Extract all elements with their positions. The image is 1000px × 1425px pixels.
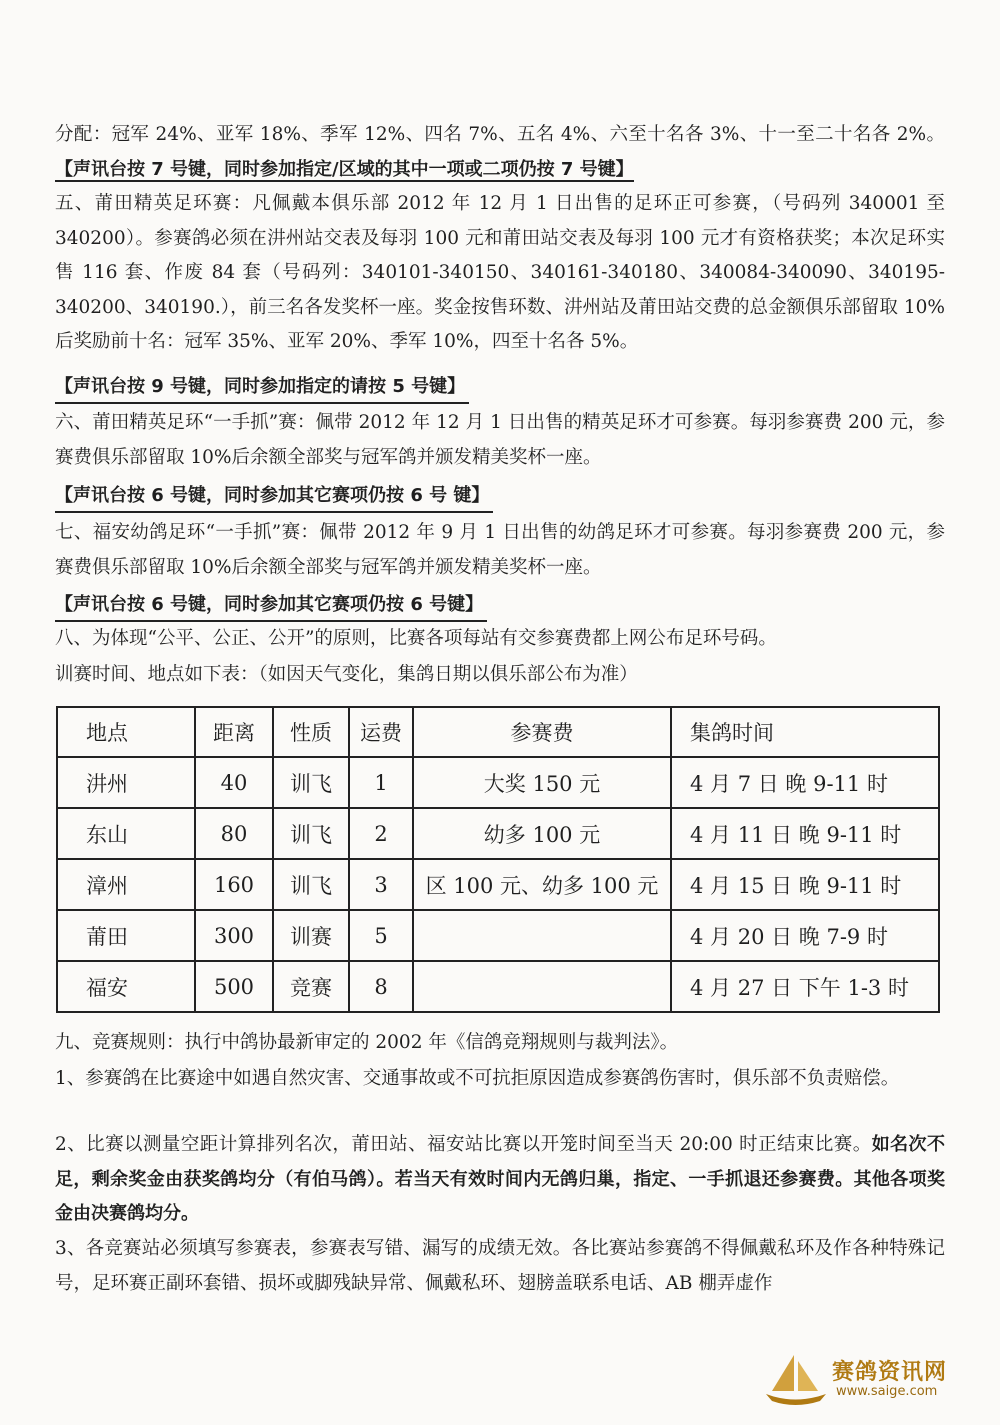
cell-place: 漳州 <box>57 859 195 910</box>
rule-2-bold-text: 如名次不足，剩余奖金由获奖鸽均分（有伯马鸽）。若当天有效时间内无鸽归巢，指定、一手抓退还参赛费。其他各项奖金由决赛鸽均分。 <box>55 1134 945 1224</box>
cell-collection-time: 4 月 27 日 下午 1-3 时 <box>671 961 939 1012</box>
cell-freight: 5 <box>349 910 413 961</box>
paragraph-rule-2 <box>55 1128 945 1232</box>
rule-2-text: 2、比赛以测量空距计算排列名次，莆田站、福安站比赛以开笼时间至当天 20:00 时正结束比赛。 <box>55 1134 872 1155</box>
distribution-text: 分配：冠军 24%、亚军 18%、季军 12%、四名 7%、五名 4%、六至十名各 3%、十一至二十名各 2%。 <box>55 124 945 145</box>
header-collection-time: 集鸽时间 <box>671 707 939 757</box>
cell-place: 东山 <box>57 808 195 859</box>
table-header-row <box>57 707 939 757</box>
schedule-table <box>56 706 940 1013</box>
paragraph-rule-3: 3、各竞赛站必须填写参赛表，参赛表写错、漏写的成绩无效。各比赛站参赛鸽不得佩戴私环及作各种特殊记号，足环赛正副环套错、损坏或脚残缺异常、佩戴私环、翅膀盖联系电话、AB 棚弄虚作 <box>55 1238 945 1294</box>
table-row <box>57 859 939 910</box>
ship-sail-icon <box>760 1351 830 1407</box>
cell-kind: 训飞 <box>273 757 349 808</box>
paragraph-section-9: 九、竞赛规则：执行中鸽协最新审定的 2002 年《信鸽竞翔规则与裁判法》。 <box>55 1032 679 1053</box>
table-row <box>57 961 939 1012</box>
paragraph-rule-1: 1、参赛鸽在比赛途中如遇自然灾害、交通事故或不可抗拒原因造成参赛鸽伤害时，俱乐部不负责赔偿。 <box>55 1068 900 1089</box>
cell-entry-fee <box>413 910 671 961</box>
notice-key-9: 【声讯台按 9 号键，同时参加指定的请按 5 号键】 <box>55 372 469 404</box>
cell-distance: 40 <box>195 757 273 808</box>
cell-freight: 3 <box>349 859 413 910</box>
cell-kind: 训赛 <box>273 910 349 961</box>
cell-entry-fee <box>413 961 671 1012</box>
paragraph-section-6: 六、莆田精英足环“一手抓”赛：佩带 2012 年 12 月 1 日出售的精英足环才可参赛。每羽参赛费 200 元，参赛费俱乐部留取 10%后余额全部奖与冠军鸽并颁发精美奖杯一座。 <box>55 412 945 468</box>
notice-key-6-b: 【声讯台按 6 号键，同时参加其它赛项仍按 6 号键】 <box>55 590 487 622</box>
cell-collection-time: 4 月 15 日 晚 9-11 时 <box>671 859 939 910</box>
paragraph-section-7: 七、福安幼鸽足环“一手抓”赛：佩带 2012 年 9 月 1 日出售的幼鸽足环才可参赛。每羽参赛费 200 元，参赛费俱乐部留取 10%后余额全部奖与冠军鸽并颁发精美奖杯一座。 <box>55 522 945 578</box>
header-distance: 距离 <box>195 707 273 757</box>
table-row <box>57 757 939 808</box>
cell-collection-time: 4 月 7 日 晚 9-11 时 <box>671 757 939 808</box>
cell-freight: 2 <box>349 808 413 859</box>
cell-kind: 训飞 <box>273 859 349 910</box>
cell-collection-time: 4 月 11 日 晚 9-11 时 <box>671 808 939 859</box>
cell-entry-fee: 区 100 元、幼多 100 元 <box>413 859 671 910</box>
cell-kind: 训飞 <box>273 808 349 859</box>
notice-key-6-a: 【声讯台按 6 号键，同时参加其它赛项仍按 6 号 键】 <box>55 481 493 513</box>
header-kind: 性质 <box>273 707 349 757</box>
cell-place: 福安 <box>57 961 195 1012</box>
table-row <box>57 808 939 859</box>
site-watermark <box>760 1351 960 1407</box>
header-entry-fee: 参赛费 <box>413 707 671 757</box>
cell-distance: 80 <box>195 808 273 859</box>
paragraph-distribution <box>55 118 945 187</box>
paragraph-schedule-intro: 训赛时间、地点如下表：（如因天气变化，集鸽日期以俱乐部公布为准） <box>55 664 638 685</box>
cell-entry-fee: 幼多 100 元 <box>413 808 671 859</box>
cell-distance: 300 <box>195 910 273 961</box>
cell-collection-time: 4 月 20 日 晚 7-9 时 <box>671 910 939 961</box>
cell-entry-fee: 大奖 150 元 <box>413 757 671 808</box>
table-row <box>57 910 939 961</box>
watermark-title: 赛鸽资讯网 <box>832 1360 948 1385</box>
cell-place: 汫州 <box>57 757 195 808</box>
cell-freight: 8 <box>349 961 413 1012</box>
header-freight: 运费 <box>349 707 413 757</box>
cell-distance: 160 <box>195 859 273 910</box>
notice-key-7: 【声讯台按 7 号键，同时参加指定/区域的其中一项或二项仍按 7 号键】 <box>55 158 634 180</box>
watermark-url: www.saige.com <box>836 1384 938 1399</box>
paragraph-section-5: 五、莆田精英足环赛：凡佩戴本俱乐部 2012 年 12 月 1 日出售的足环正可参赛，（号码列 340001 至 340200）。参赛鸽必须在汫州站交表及每羽 100 元和莆田站交表及每羽 100 元才有资格获奖；本次足环实售 116 套、作废 84 套（号码列：340101-340150、340161-340180、340084-340090、340195-340200、340190.），前三名各发奖杯一座。奖金按售环数、汫州站及莆田站交费的总金额俱乐部留取 10%后奖励前十名：冠军 35%、亚军 20%、季军 10%，四至十名各 5%。 <box>55 193 945 352</box>
cell-freight: 1 <box>349 757 413 808</box>
cell-place: 莆田 <box>57 910 195 961</box>
cell-distance: 500 <box>195 961 273 1012</box>
cell-kind: 竞赛 <box>273 961 349 1012</box>
paragraph-section-8: 八、为体现“公平、公正、公开”的原则，比赛各项每站有交参赛费都上网公布足环号码。 <box>55 628 777 649</box>
header-place: 地点 <box>57 707 195 757</box>
